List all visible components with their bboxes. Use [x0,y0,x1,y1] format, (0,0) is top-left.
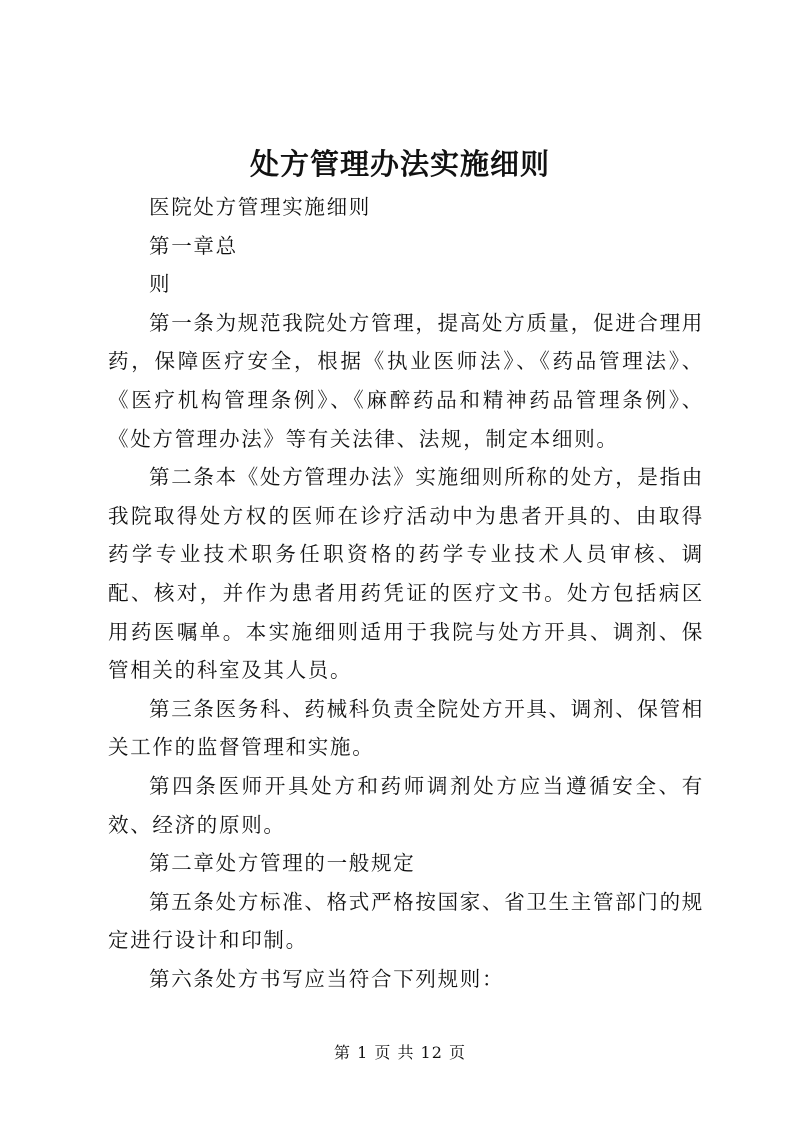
paragraph: 第五条处方标准、格式严格按国家、省卫生主管部门的规定进行设计和印制。 [108,889,704,953]
page-number-footer: 第 1 页 共 12 页 [334,1043,466,1062]
paragraph: 第六条处方书写应当符合下列规则： [149,966,505,991]
paragraph: 第一章总 [149,233,238,258]
paragraph: 第三条医务科、药械科负责全院处方开具、调剂、保管相关工作的监督管理和实施。 [108,696,704,760]
document-title: 处方管理办法实施细则 [249,147,550,181]
paragraph: 医院处方管理实施细则 [149,195,371,219]
paragraph: 第四条医师开具处方和药师调剂处方应当遵循安全、有效、经济的原则。 [108,773,704,837]
paragraph: 则 [149,272,172,297]
paragraph: 第二条本《处方管理办法》实施细则所称的处方，是指由我院取得处方权的医师在诊疗活动中为患者开具的、由取得药学专业技术职务任职资格的药学专业技术人员审核、调配、核对，并作为患者用药凭证的医疗文书。处方包括病区用药医嘱单。本实施细则适用于我院与处方开具、调剂、保管相关的科室及其人员。 [108,465,704,683]
paragraph: 第二章处方管理的一般规定 [149,851,416,876]
paragraph: 第一条为规范我院处方管理，提高处方质量，促进合理用药，保障医疗安全，根据《执业医师法》、《药品管理法》、《医疗机构管理条例》、《麻醉药品和精神药品管理条例》、《处方管理办法》等有关法律、法规，制定本细则。 [108,310,704,451]
document-body [108,188,704,998]
